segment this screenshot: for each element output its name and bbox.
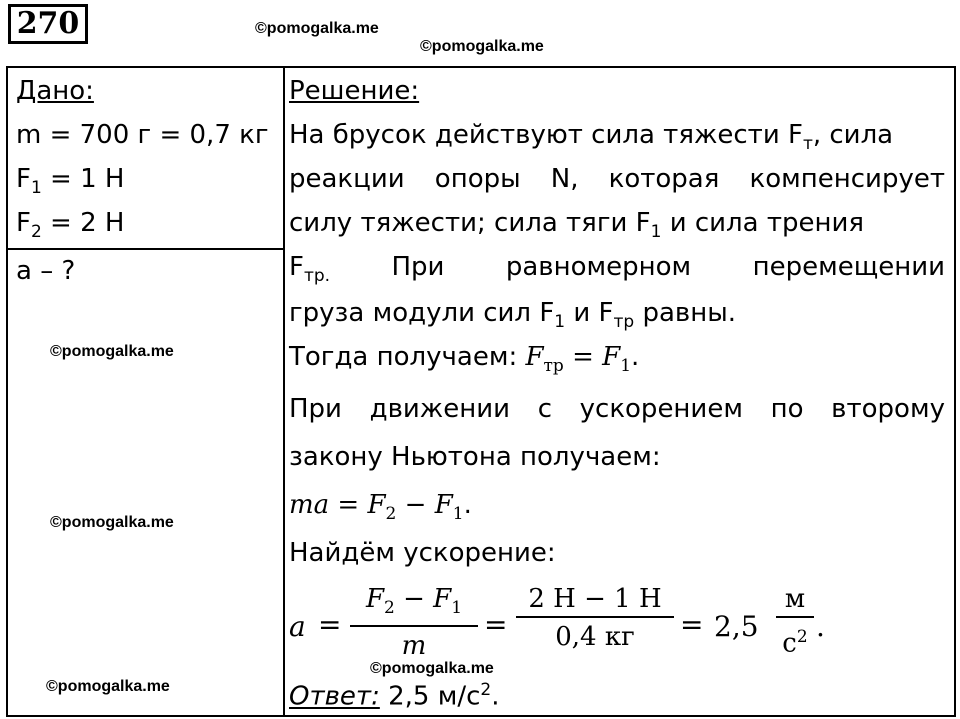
- solution-line: силу тяжести; сила тяги $F_1$ и сила трения: [289, 208, 865, 243]
- formula-end: .: [816, 610, 825, 643]
- solution-line: Найдём ускорение:: [289, 538, 556, 568]
- solution-line: $F_{тр.}$ При равномерном перемещении: [289, 252, 945, 287]
- solution-line: На брусок действуют сила тяжести $F_т$, сила: [289, 120, 894, 155]
- solution-header: Решение:: [289, 76, 420, 106]
- watermark: ©pomogalka.me: [46, 678, 170, 695]
- problem-number: 270: [8, 4, 88, 44]
- newton-equation: ma = $F_2 - F_1$.: [289, 490, 472, 525]
- fraction-numeric: 2 Н − 1 Н 0,4 кг: [516, 582, 674, 656]
- solution-line: реакции опоры N, которая компенсирует: [289, 164, 945, 194]
- watermark: ©pomogalka.me: [370, 660, 494, 677]
- solution-line: Тогда получаем: $F_{тр} = F_1$.: [289, 342, 640, 377]
- answer: Ответ: 2,5 $м/с^2$.: [289, 680, 500, 712]
- watermark: ©pomogalka.me: [50, 343, 174, 360]
- watermark: ©pomogalka.me: [255, 20, 379, 37]
- given-mass: m = 700 г = 0,7 кг: [16, 120, 269, 150]
- given-f2: $F_2 = 2$ Н: [16, 208, 125, 243]
- given-header: Дано:: [16, 76, 94, 106]
- formula-a: a: [289, 610, 306, 643]
- fraction-symbolic: $F_2 - F_1$ m: [350, 582, 478, 665]
- solution-line: груза модули сил $F_1$ и $F_{тр}$ равны.: [289, 298, 737, 333]
- given-f1: $F_1 = 1$ Н: [16, 164, 125, 199]
- fraction-unit: м $с^2$: [776, 582, 814, 663]
- formula-eq: =: [680, 608, 704, 641]
- solution-line: При движении с ускорением по второму: [289, 394, 945, 424]
- given-divider: [8, 248, 284, 250]
- formula-eq: =: [484, 608, 508, 641]
- column-divider: [283, 68, 285, 715]
- formula-eq: =: [318, 608, 342, 641]
- solution-line: закону Ньютона получаем:: [289, 442, 661, 472]
- formula-result: 2,5: [714, 610, 759, 643]
- watermark: ©pomogalka.me: [50, 514, 174, 531]
- find-value: a – ?: [16, 256, 76, 286]
- watermark: ©pomogalka.me: [420, 38, 544, 55]
